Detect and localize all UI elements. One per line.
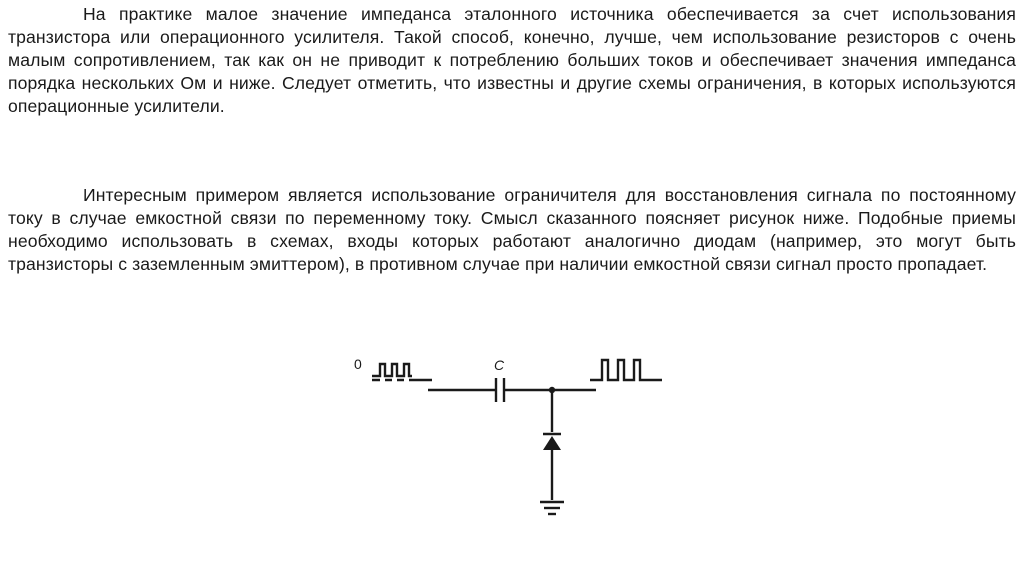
clamp-circuit-figure xyxy=(340,340,680,530)
output-waveform xyxy=(590,360,662,380)
paragraph-1: На практике малое значение импеданса эталонного источника обеспечивается за счет использования транзистора или операционного усилителя. Такой способ, конечно, лучше, чем использование резисторов с очень малым сопротивлением, так как он не приводит к потреблению больших токов и обеспечивает значения импеданса порядка нескольких Ом и ниже. Следует отметить, что известны и другие схемы ограничения, в которых используются операционные усилители. xyxy=(8,4,1016,116)
input-waveform xyxy=(372,364,412,376)
paragraph-2: Интересным примером является использование ограничителя для восстановления сигнала по постоянному току в случае емкостной связи по переменному току. Смысл сказанного поясняет рисунок ниже. Подобные приемы необходимо использовать в схемах, входы которых работают аналогично диодам (например, это могут быть транзисторы с заземленным эмиттером), в противном случае при наличии емкостной связи сигнал просто пропадает. xyxy=(8,185,1016,274)
circuit-diagram xyxy=(340,340,680,530)
diode-icon xyxy=(543,436,561,450)
junction-dot xyxy=(549,387,555,393)
input-zero-label: 0 xyxy=(354,356,362,372)
capacitor-label: C xyxy=(494,357,505,373)
